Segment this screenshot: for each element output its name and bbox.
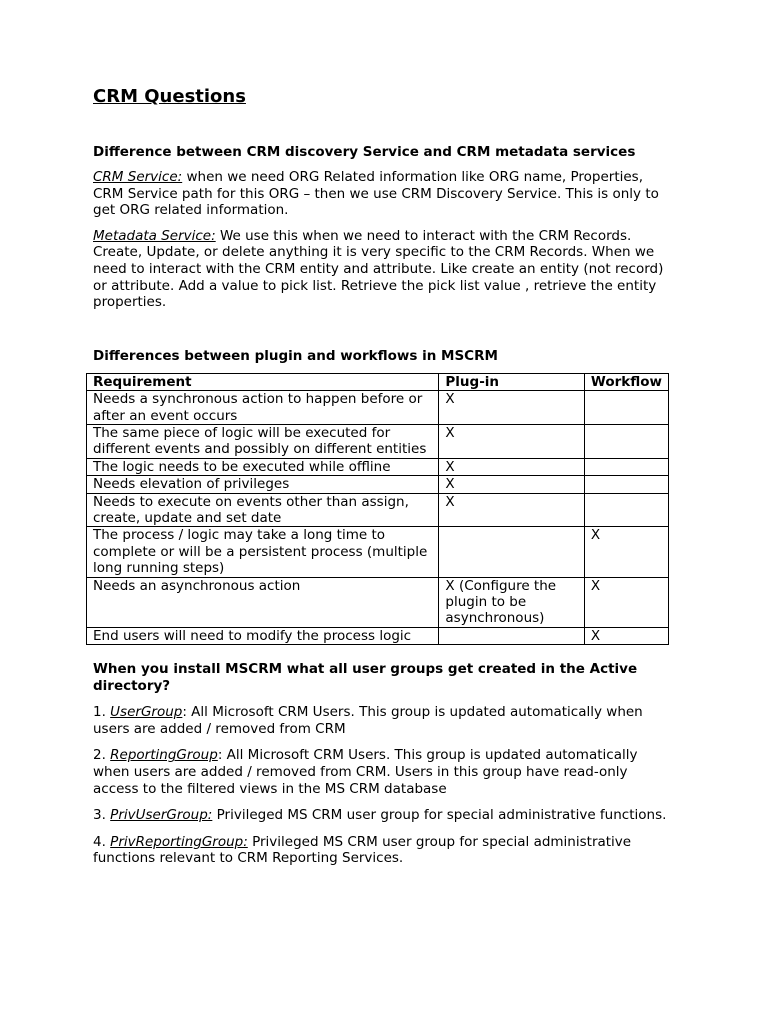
cell-plugin: X <box>439 476 585 493</box>
cell-requirement: Needs elevation of privileges <box>87 476 439 493</box>
group-name: ReportingGroup <box>110 747 218 764</box>
header-requirement: Requirement <box>87 373 439 390</box>
list-number: 2. <box>93 747 111 764</box>
cell-requirement: End users will need to modify the process logic <box>87 627 439 644</box>
comparison-table <box>86 373 669 646</box>
paragraph-text: when we need ORG Related information like ORG name, Properties, CRM Service path for this ORG – then we use CRM Discovery Service. This is only to get ORG related information. <box>93 169 659 219</box>
term-crm-service: CRM Service: <box>93 169 183 185</box>
group-description: Privileged MS CRM user group for special administrative functions. <box>212 807 667 824</box>
list-item <box>93 747 671 797</box>
cell-plugin <box>439 527 585 577</box>
table-header-row <box>87 373 669 390</box>
cell-requirement: Needs to execute on events other than assign, create, update and set date <box>87 493 439 527</box>
cell-requirement: Needs an asynchronous action <box>87 577 439 627</box>
cell-requirement: The process / logic may take a long time to complete or will be a persistent process (multiple long running steps) <box>87 527 439 577</box>
paragraph-crm-service <box>93 169 671 219</box>
group-description: : All Microsoft CRM Users. This group is updated automatically when users are added / removed from CRM. Users in this group have read-only access to the filtered views in the MS CRM database <box>93 747 638 797</box>
cell-plugin: X <box>439 458 585 475</box>
cell-plugin: X <box>439 493 585 527</box>
group-name: PrivUserGroup: <box>110 807 213 824</box>
group-description: : All Microsoft CRM Users. This group is updated automatically when users are added / removed from CRM <box>93 704 643 737</box>
cell-plugin: X <box>439 391 585 425</box>
section-heading: When you install MSCRM what all user groups get created in the Active directory? <box>93 661 638 695</box>
cell-workflow <box>584 476 668 493</box>
table-row <box>87 527 669 577</box>
cell-requirement: Needs a synchronous action to happen before or after an event occurs <box>87 391 439 425</box>
section-plugin-vs-workflow <box>93 348 671 646</box>
list-item <box>93 704 671 737</box>
group-name: UserGroup <box>110 704 183 721</box>
cell-workflow <box>584 458 668 475</box>
section-discovery-vs-metadata <box>93 144 671 311</box>
group-description: Privileged MS CRM user group for special administrative functions relevant to CRM Reporting Services. <box>93 833 632 867</box>
section-user-groups <box>93 661 671 867</box>
table-row <box>87 458 669 475</box>
list-number: 4. <box>93 833 111 850</box>
table-row <box>87 424 669 458</box>
term-metadata-service: Metadata Service: <box>93 227 216 244</box>
header-workflow: Workflow <box>584 373 668 390</box>
cell-workflow <box>584 391 668 425</box>
header-plugin: Plug-in <box>439 373 585 390</box>
section-heading: Difference between CRM discovery Service and CRM metadata services <box>93 144 636 160</box>
table-row <box>87 627 669 644</box>
cell-plugin: X (Configure the plugin to be asynchronous) <box>439 577 585 627</box>
cell-workflow <box>584 493 668 527</box>
cell-plugin: X <box>439 424 585 458</box>
list-item <box>93 834 671 867</box>
table-row <box>87 493 669 527</box>
cell-workflow: X <box>584 527 668 577</box>
paragraph-text: We use this when we need to interact with the CRM Records. Create, Update, or delete anything it is very specific to the CRM Records. When we need to interact with the CRM entity and attribute. Like create an entity (not record) or attribute. Add a value to pick list. Retrieve the pick list value , retrieve the entity properties. <box>93 227 664 311</box>
list-number: 1. <box>93 704 111 721</box>
cell-requirement: The same piece of logic will be executed for different events and possibly on different entities <box>87 424 439 458</box>
list-item <box>93 807 671 824</box>
table-row <box>87 476 669 493</box>
list-number: 3. <box>93 807 111 824</box>
cell-workflow <box>584 424 668 458</box>
cell-requirement: The logic needs to be executed while offline <box>87 458 439 475</box>
document-page <box>93 86 671 877</box>
cell-plugin <box>439 627 585 644</box>
user-group-list <box>93 704 671 867</box>
table-row <box>87 577 669 627</box>
paragraph-metadata-service <box>93 228 671 311</box>
table-row <box>87 391 669 425</box>
section-heading: Differences between plugin and workflows in MSCRM <box>93 347 498 364</box>
cell-workflow: X <box>584 627 668 644</box>
group-name: PrivReportingGroup: <box>110 833 248 850</box>
document-title: CRM Questions <box>93 86 246 107</box>
cell-workflow: X <box>584 577 668 627</box>
